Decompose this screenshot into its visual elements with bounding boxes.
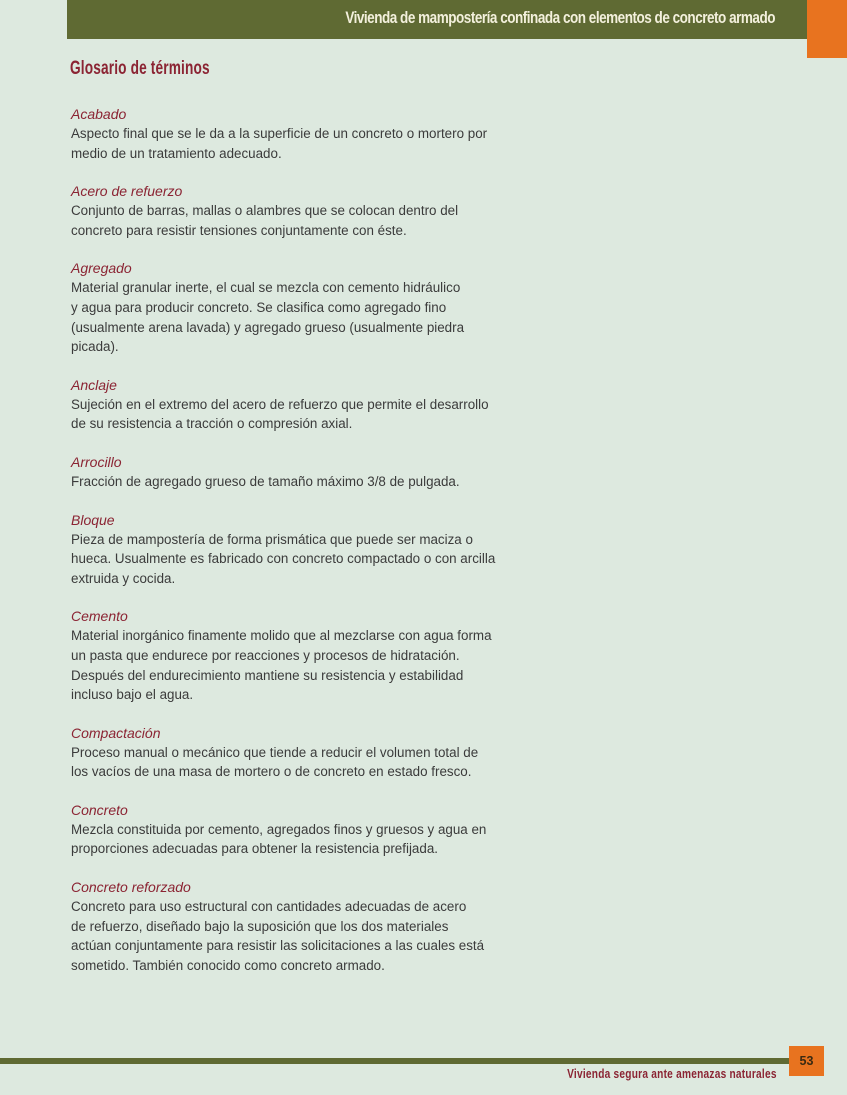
definition-line: y agua para producir concreto. Se clasifica como agregado fino — [71, 299, 447, 315]
glossary-definition — [71, 626, 541, 704]
glossary-definition — [71, 124, 541, 163]
glossary-term: Acabado — [71, 106, 127, 122]
footer-rule — [0, 1058, 790, 1064]
glossary-term: Concreto reforzado — [71, 879, 191, 896]
definition-line: de su resistencia a tracción o compresión axial. — [71, 416, 353, 432]
definition-line: Después del endurecimiento mantiene su resistencia y estabilidad — [71, 667, 464, 683]
definition-line: de refuerzo, diseñado bajo la suposición que los dos materiales — [71, 918, 449, 934]
definition-line: picada). — [71, 339, 119, 355]
glossary-definition — [71, 395, 541, 434]
glossary-definition — [71, 278, 541, 356]
glossary-entry — [71, 452, 541, 492]
definition-line: Sujeción en el extremo del acero de refuerzo que permite el desarrollo — [71, 396, 489, 412]
footer-book-title: Vivienda segura ante amenazas naturales — [567, 1066, 777, 1081]
glossary-entry — [71, 258, 541, 356]
definition-line: Material inorgánico finamente molido que al mezclarse con agua forma — [71, 628, 492, 644]
definition-line: Fracción de agregado grueso de tamaño máximo 3/8 de pulgada. — [71, 473, 460, 489]
glossary-entry — [71, 181, 541, 240]
glossary-term: Cemento — [71, 608, 128, 625]
glossary-term: Anclaje — [71, 376, 117, 393]
glossary-term: Concreto — [71, 801, 128, 818]
definition-line: extruida y cocida. — [71, 570, 176, 586]
glossary-definition — [71, 201, 541, 240]
glossary-entry — [71, 606, 541, 704]
glossary-list — [71, 104, 541, 993]
glossary-term: Agregado — [71, 260, 132, 277]
section-title: Glosario de términos — [70, 58, 210, 79]
glossary-term: Bloque — [71, 511, 115, 528]
definition-line: incluso bajo el agua. — [71, 687, 194, 703]
definition-line: un pasta que endurece por reacciones y procesos de hidratación. — [71, 647, 460, 663]
header-accent-block — [807, 0, 847, 58]
glossary-definition — [71, 743, 541, 782]
definition-line: Material granular inerte, el cual se mezcla con cemento hidráulico — [71, 280, 461, 296]
definition-line: Concreto para uso estructural con cantidades adecuadas de acero — [71, 899, 467, 915]
definition-line: proporciones adecuadas para obtener la resistencia prefijada. — [71, 841, 438, 857]
glossary-term: Acero de refuerzo — [71, 183, 183, 200]
definition-line: Aspecto final que se le da a la superficie de un concreto o mortero por — [71, 126, 488, 141]
glossary-term: Arrocillo — [71, 453, 122, 470]
definition-line: Conjunto de barras, mallas o alambres que se colocan dentro del — [71, 203, 459, 219]
running-header-title: Vivienda de mampostería confinada con elementos de concreto armado — [345, 9, 775, 27]
glossary-entry — [71, 877, 541, 975]
glossary-definition — [71, 472, 541, 492]
glossary-definition — [71, 897, 541, 975]
glossary-term: Compactación — [71, 724, 161, 741]
definition-line: hueca. Usualmente es fabricado con concreto compactado o con arcilla — [71, 551, 496, 567]
definition-line: los vacíos de una masa de mortero o de concreto en estado fresco. — [71, 764, 472, 780]
glossary-definition — [71, 820, 541, 859]
glossary-entry — [71, 723, 541, 782]
glossary-definition — [71, 530, 541, 589]
definition-line: Mezcla constituida por cemento, agregados finos y gruesos y agua en — [71, 821, 487, 837]
glossary-entry — [71, 375, 541, 434]
definition-line: concreto para resistir tensiones conjuntamente con éste. — [71, 222, 407, 238]
definition-line: sometido. También conocido como concreto armado. — [71, 957, 385, 973]
glossary-entry — [71, 800, 541, 859]
definition-line: Pieza de mampostería de forma prismática que puede ser maciza o — [71, 531, 473, 547]
definition-line: (usualmente arena lavada) y agregado grueso (usualmente piedra — [71, 319, 465, 335]
glossary-entry — [71, 104, 541, 163]
definition-line: Proceso manual o mecánico que tiende a reducir el volumen total de — [71, 744, 479, 760]
glossary-entry — [71, 510, 541, 589]
page-number: 53 — [789, 1046, 824, 1076]
definition-line: medio de un tratamiento adecuado. — [71, 145, 282, 161]
header-bar — [67, 0, 809, 39]
definition-line: actúan conjuntamente para resistir las solicitaciones a las cuales está — [71, 938, 485, 954]
